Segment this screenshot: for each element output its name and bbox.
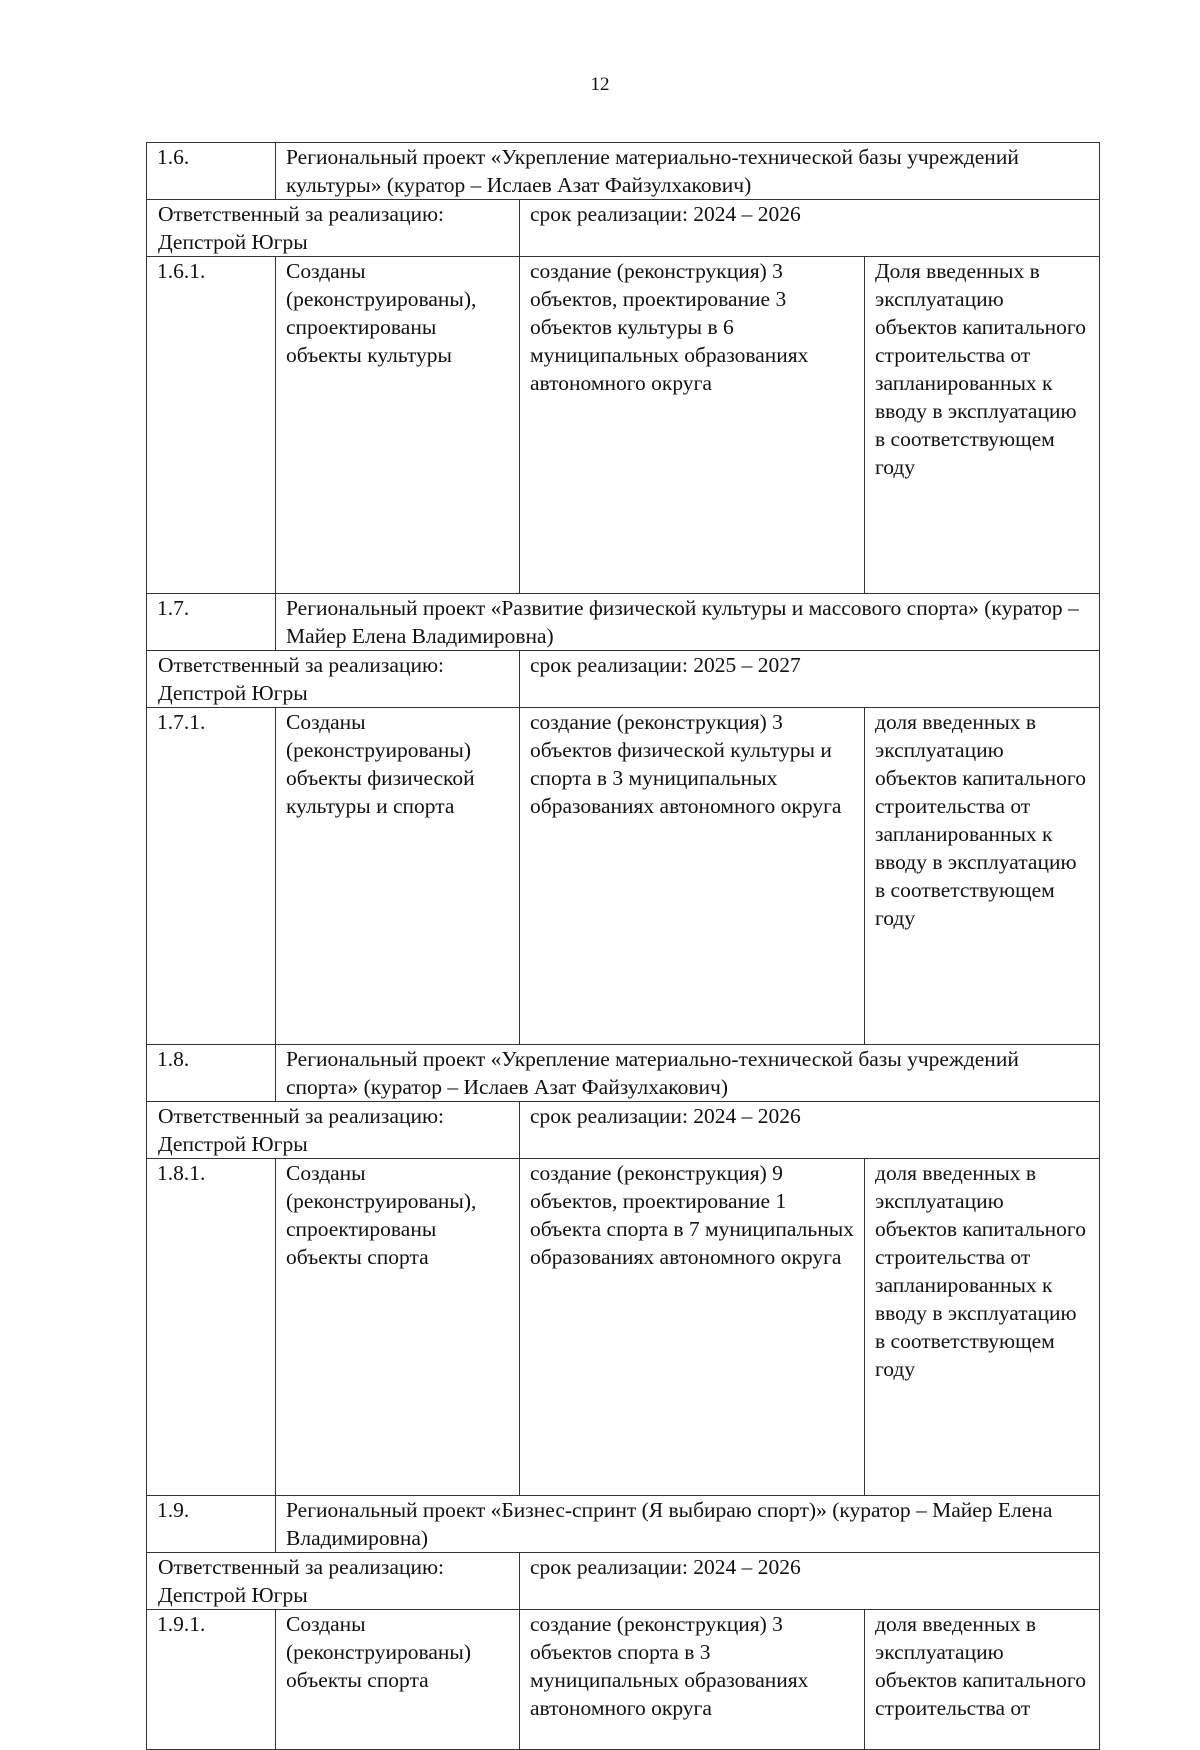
section-row	[147, 1496, 1100, 1553]
item-task: Созданы (реконструированы) объекты спорта	[276, 1610, 520, 1750]
item-number: 1.8.1.	[147, 1159, 276, 1496]
section-number: 1.8.	[147, 1045, 276, 1102]
section-number: 1.9.	[147, 1496, 276, 1553]
item-description: создание (реконструкция) 3 объектов, проектирование 3 объектов культуры в 6 муниципальных образованиях автономного округа	[520, 257, 865, 594]
responsible-row	[147, 200, 1100, 257]
section-title: Региональный проект «Бизнес-спринт (Я выбираю спорт)» (куратор – Майер Елена Владимировна)	[276, 1496, 1100, 1553]
item-row	[147, 1159, 1100, 1496]
item-row	[147, 257, 1100, 594]
item-task: Созданы (реконструированы) объекты физической культуры и спорта	[276, 708, 520, 1045]
item-indicator: доля введенных в эксплуатацию объектов капитального строительства от запланированных к вводу в эксплуатацию в соответствующем году	[865, 708, 1100, 1045]
project-table	[146, 142, 1100, 1750]
item-number: 1.7.1.	[147, 708, 276, 1045]
item-description: создание (реконструкция) 3 объектов физической культуры и спорта в 3 муниципальных образованиях автономного округа	[520, 708, 865, 1045]
item-indicator: доля введенных в эксплуатацию объектов капитального строительства от	[865, 1610, 1100, 1750]
period-text: срок реализации: 2024 – 2026	[520, 1553, 1100, 1610]
responsible-text: Ответственный за реализацию: Депстрой Югры	[147, 1553, 520, 1610]
period-text: срок реализации: 2025 – 2027	[520, 651, 1100, 708]
responsible-row	[147, 651, 1100, 708]
section-number: 1.6.	[147, 143, 276, 200]
item-description: создание (реконструкция) 9 объектов, проектирование 1 объекта спорта в 7 муниципальных образованиях автономного округа	[520, 1159, 865, 1496]
item-task: Созданы (реконструированы), спроектированы объекты спорта	[276, 1159, 520, 1496]
responsible-row	[147, 1102, 1100, 1159]
responsible-text: Ответственный за реализацию: Депстрой Югры	[147, 651, 520, 708]
item-description: создание (реконструкция) 3 объектов спорта в 3 муниципальных образованиях автономного округа	[520, 1610, 865, 1750]
period-text: срок реализации: 2024 – 2026	[520, 200, 1100, 257]
item-number: 1.6.1.	[147, 257, 276, 594]
section-row	[147, 143, 1100, 200]
section-row	[147, 1045, 1100, 1102]
page-number: 12	[590, 74, 610, 95]
section-number: 1.7.	[147, 594, 276, 651]
item-row	[147, 708, 1100, 1045]
responsible-row	[147, 1553, 1100, 1610]
item-number: 1.9.1.	[147, 1610, 276, 1750]
item-task: Созданы (реконструированы), спроектированы объекты культуры	[276, 257, 520, 594]
item-indicator: доля введенных в эксплуатацию объектов капитального строительства от запланированных к вводу в эксплуатацию в соответствующем году	[865, 1159, 1100, 1496]
item-indicator: Доля введенных в эксплуатацию объектов капитального строительства от запланированных к вводу в эксплуатацию в соответствующем году	[865, 257, 1100, 594]
item-row	[147, 1610, 1100, 1750]
responsible-text: Ответственный за реализацию: Депстрой Югры	[147, 1102, 520, 1159]
section-row	[147, 594, 1100, 651]
section-title: Региональный проект «Развитие физической культуры и массового спорта» (куратор – Майер Елена Владимировна)	[276, 594, 1100, 651]
section-title: Региональный проект «Укрепление материально-технической базы учреждений культуры» (куратор – Ислаев Азат Файзулхакович)	[276, 143, 1100, 200]
section-title: Региональный проект «Укрепление материально-технической базы учреждений спорта» (куратор – Ислаев Азат Файзулхакович)	[276, 1045, 1100, 1102]
responsible-text: Ответственный за реализацию: Депстрой Югры	[147, 200, 520, 257]
period-text: срок реализации: 2024 – 2026	[520, 1102, 1100, 1159]
